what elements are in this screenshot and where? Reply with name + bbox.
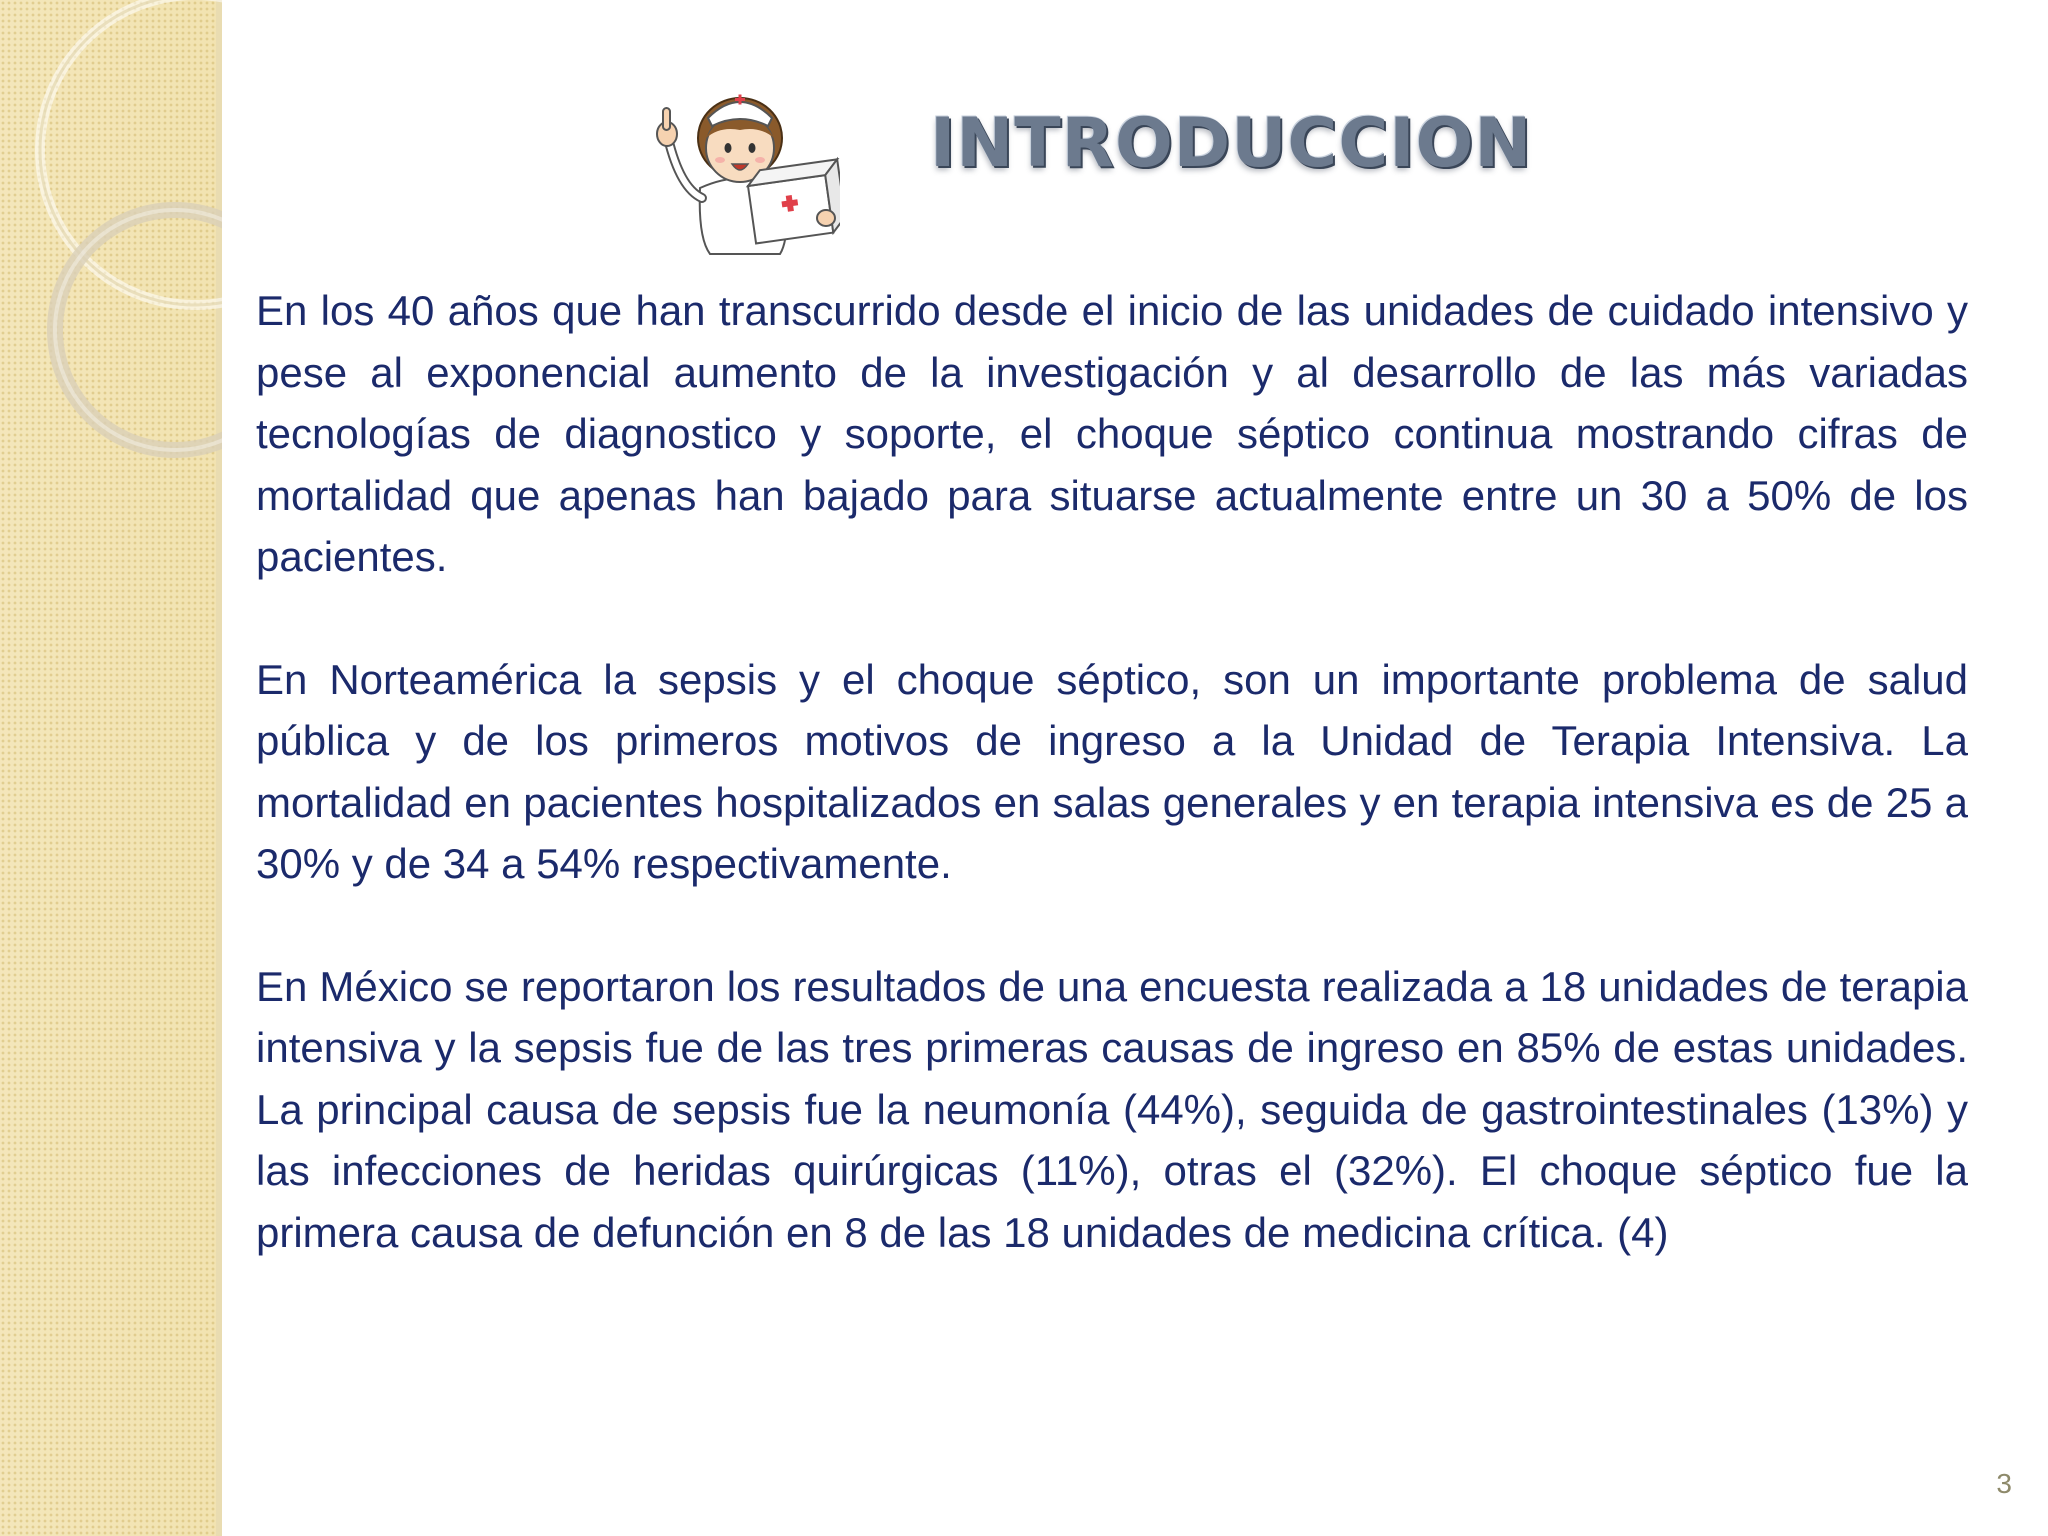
slide-title: INTRODUCCION [930,104,1533,183]
page-number: 3 [1996,1468,2012,1499]
paragraph-north-america: En Norteamérica la sepsis y el choque séptico, son un importante problema de salud pública y de los primeros motivos de ingreso a la Unidad de Terapia Intensiva. La mortalidad en pacientes hospitalizados en salas generales y en terapia intensiva es de 25 a 30% y de 34 a 54% respectivamente. [256,655,1968,887]
slide-body [256,280,1968,1324]
decorative-side-band [0,0,222,1536]
paragraph-intro: En los 40 años que han transcurrido desde el inicio de las unidades de cuidado intensivo y pese al exponencial aumento de la investigación y al desarrollo de las más variadas tecnologías de diagnostico y soporte, el choque séptico continua mostrando cifras de mortalidad que apenas han bajado para situarse actualmente entre un 30 a 50% de los pacientes. [256,287,1968,580]
paragraph-mexico: En México se reportaron los resultados de una encuesta realizada a 18 unidades de terapia intensiva y la sepsis fue de las tres primeras causas de ingreso en 85% de estas unidades. La principal causa de sepsis fue la neumonía (44%), seguida de gastrointestinales (13%) y las infecciones de heridas quirúrgicas (11%), otras el (32%). El choque séptico fue la primera causa de defunción en 8 de las 18 unidades de medicina crítica. (4) [256,962,1968,1256]
nurse-icon [640,68,840,258]
decorative-rings [0,0,222,1536]
